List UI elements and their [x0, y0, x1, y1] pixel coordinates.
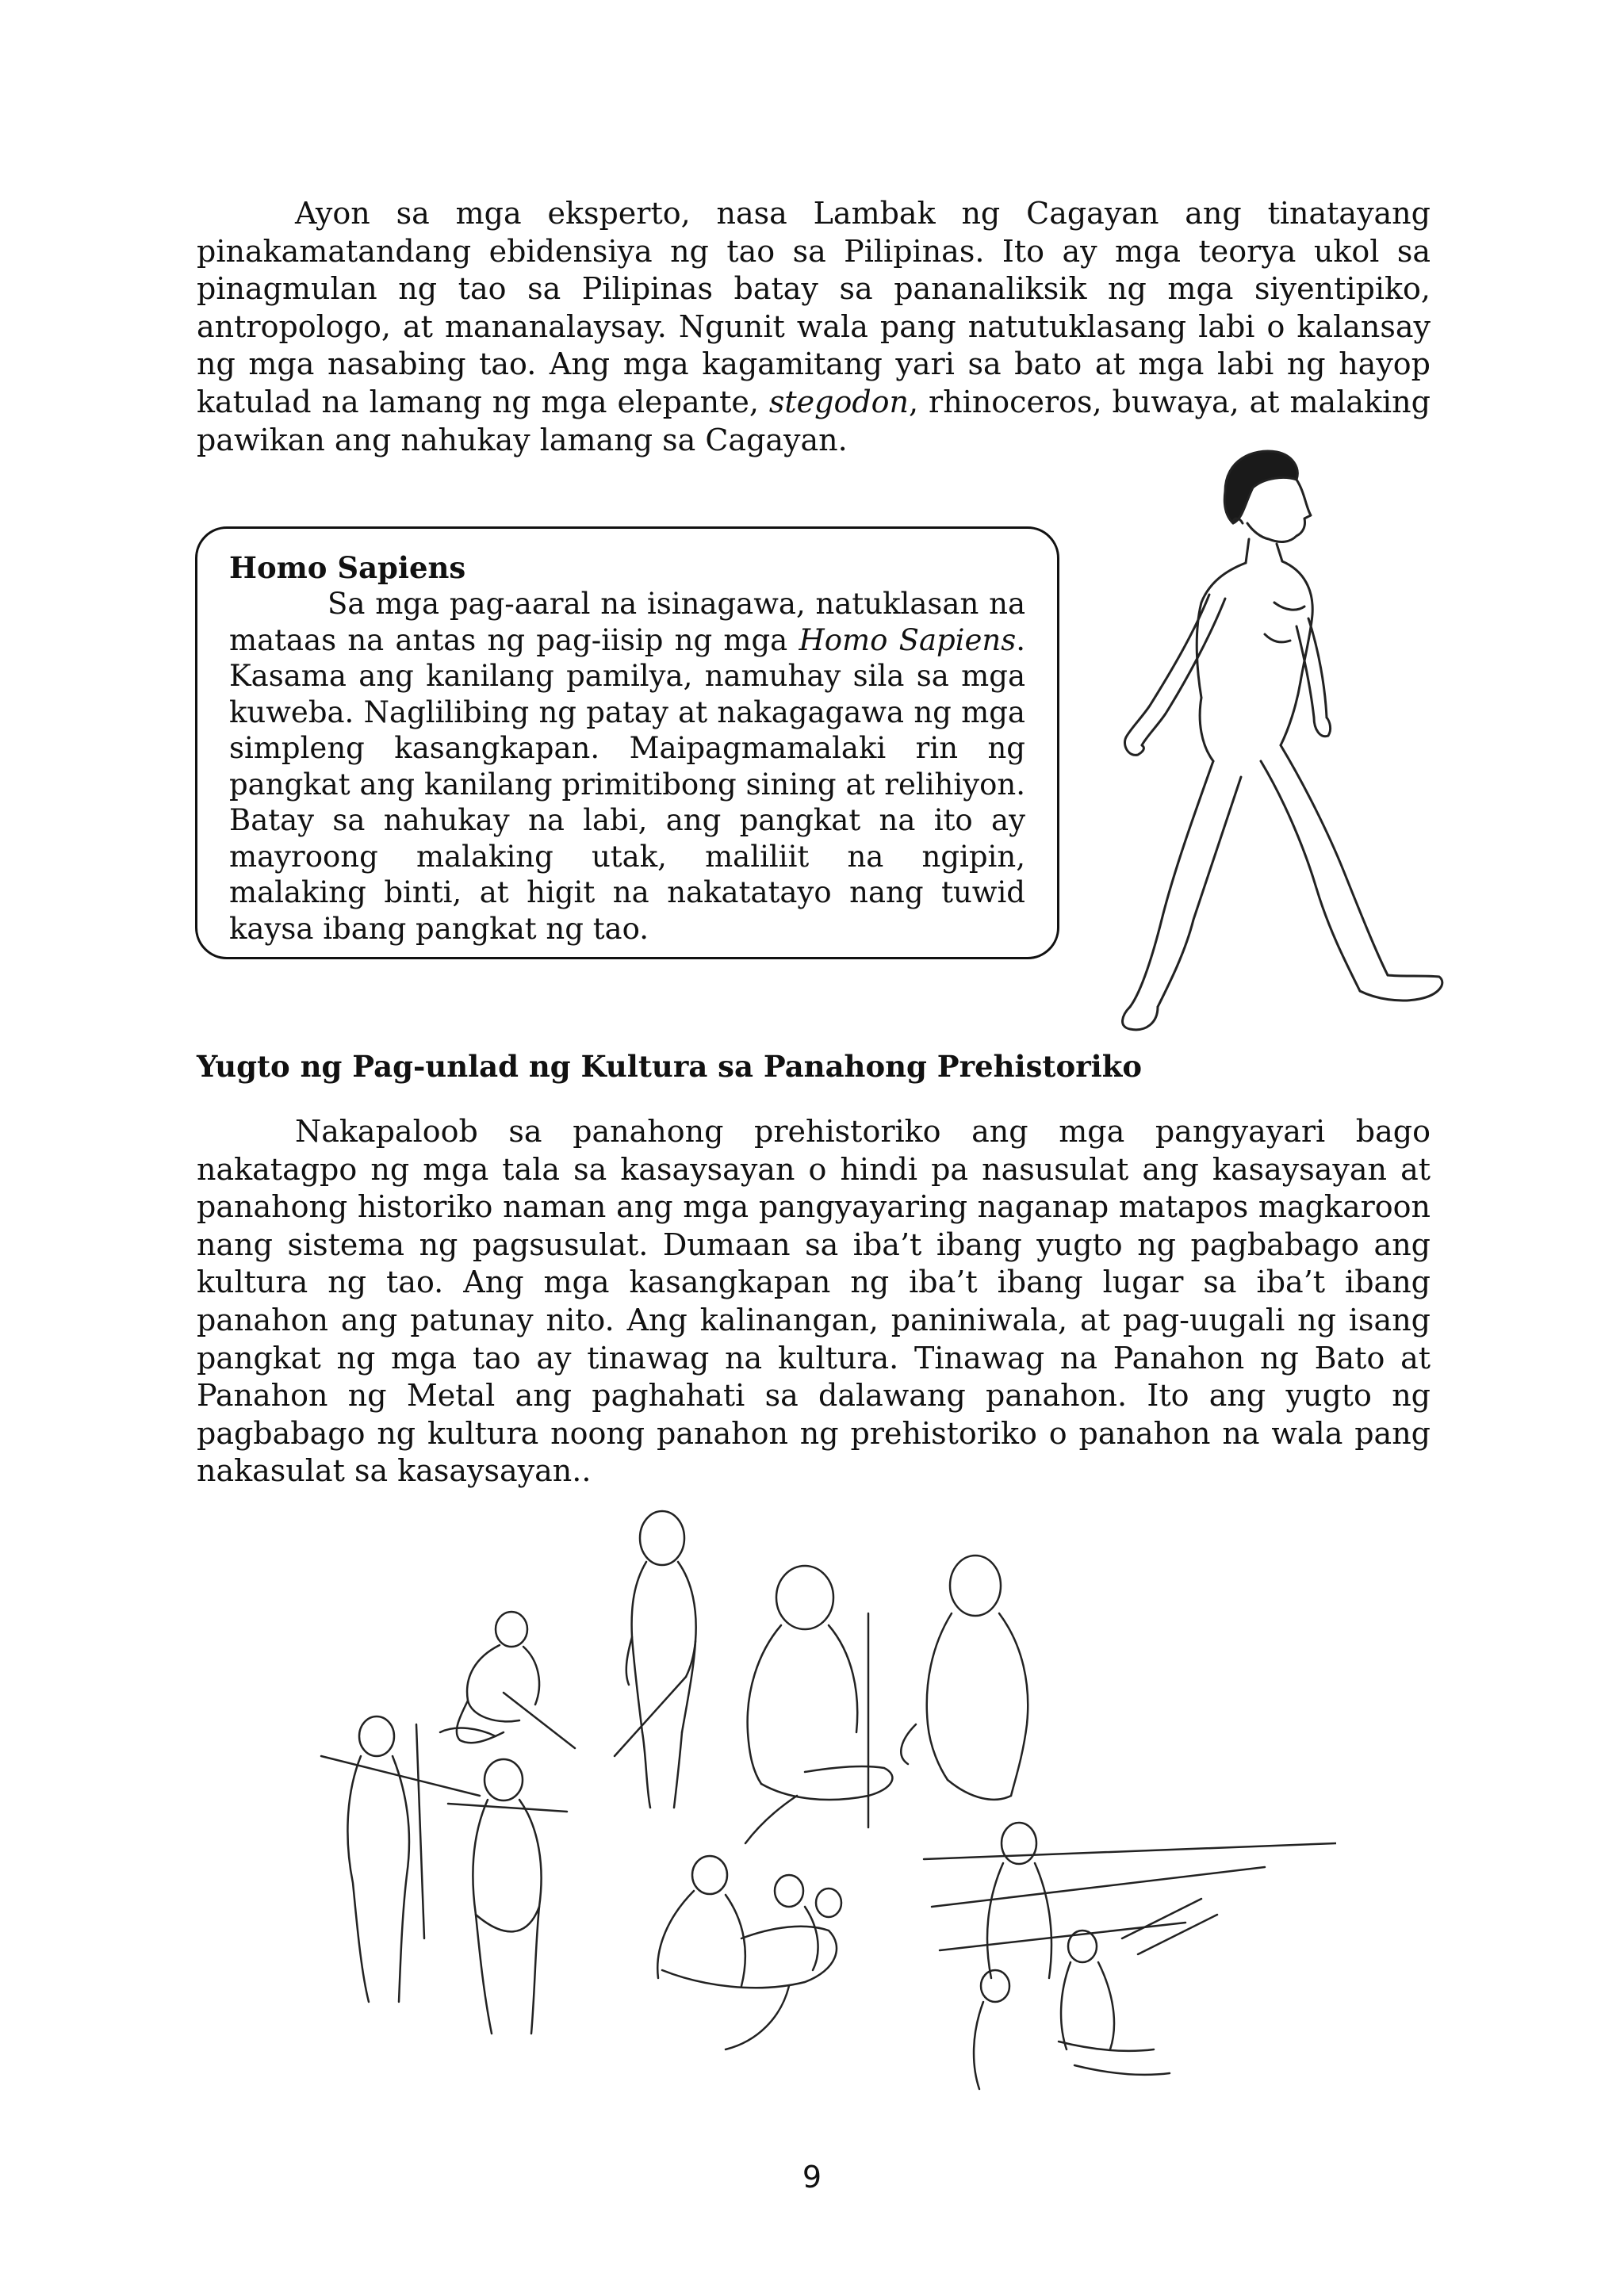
homo-body-text-1: Sa mga pag-aaral na isinagawa, natuklasan na mataas na antas ng pag-iisip ng mga [229, 587, 1025, 657]
hunters-figure [321, 1716, 567, 2034]
prehistoric-life-illustration [313, 1494, 1336, 2097]
intro-text-2: , rhinoceros, buwaya, at malaking pawikan ang nahukay lamang sa Cagayan. [197, 384, 1431, 457]
page-number: 9 [802, 2160, 822, 2195]
intro-text-1: Ayon sa mga eksperto, nasa Lambak ng Cagayan ang tinatayang pinakamatandang ebidensiya ng tao sa Pilipinas. Ito ay mga teorya ukol sa pinagmulan ng tao sa Pilipinas batay sa pananaliksik ng mga siyentipiko, antropologo, at mananalaysay. Ngunit wala pang natutuklasang labi o kalansay ng mga nasabing tao. Ang mga kagamitang yari sa bato at mga labi ng hayop katulad na lamang ng mga elepante, [197, 196, 1431, 419]
seated-man-figure [745, 1566, 892, 1843]
homo-body-text-2: . Kasama ang kanilang pamilya, namuhay sila sa mga kuweba. Naglilibing ng patay at nakagagawa ng mga simpleng kasangkapan. Maipagmamalaki rin ng pangkat ang kanilang primitibong sining at relihiyon. Batay sa nahukay na labi, ang pangkat na ito ay mayroong malaking utak, maliliit na ngipin, malaking binti, at higit na nakatatayo nang tuwid kaysa ibang pangkat ng tao. [229, 622, 1025, 946]
homo-sapiens-box [195, 526, 1059, 959]
seated-man-right-figure [901, 1556, 1028, 1800]
standing-man-figure [615, 1511, 696, 1808]
homo-body-italic: Homo Sapiens [799, 622, 1017, 657]
walking-man-illustration [1106, 444, 1455, 1047]
intro-italic-stegodon: stegodon [768, 384, 910, 419]
intro-paragraph [197, 195, 1431, 459]
culture-body: Nakapaloob sa panahong prehistoriko ang mga pangyayari bago nakatagpo ng mga tala sa kasaysayan o hindi pa nasusulat ang kasaysayan at panahong historiko naman ang mga pangyayaring naganap matapos magkaroon nang sistema ng pagsusulat. Dumaan sa iba’t ibang yugto ng pagbabago ang kultura ng tao. Ang mga kasangkapan ng iba’t ibang lugar sa iba’t ibang panahon ang patunay nito. Ang kalinangan, paniniwala, at pag-uugali ng isang pangkat ng mga tao ay tinawag na kultura. Tinawag na Panahon ng Bato at Panahon ng Metal ang paghahati sa dalawang panahon. Ito ang yugto ng pagbabago ng kultura noong panahon ng prehistoriko o panahon na wala pang nakasulat sa kasaysayan.. [197, 1114, 1431, 1489]
crouching-man-figure [440, 1612, 575, 1748]
river-family-figure [924, 1823, 1336, 2089]
homo-sapiens-body [229, 586, 1025, 947]
group-with-animal-figure [657, 1856, 841, 2049]
section-heading: Yugto ng Pag-unlad ng Kultura sa Panahong Prehistoriko [197, 1049, 1143, 1084]
culture-paragraph [197, 1113, 1431, 1490]
homo-sapiens-title: Homo Sapiens [229, 550, 466, 585]
